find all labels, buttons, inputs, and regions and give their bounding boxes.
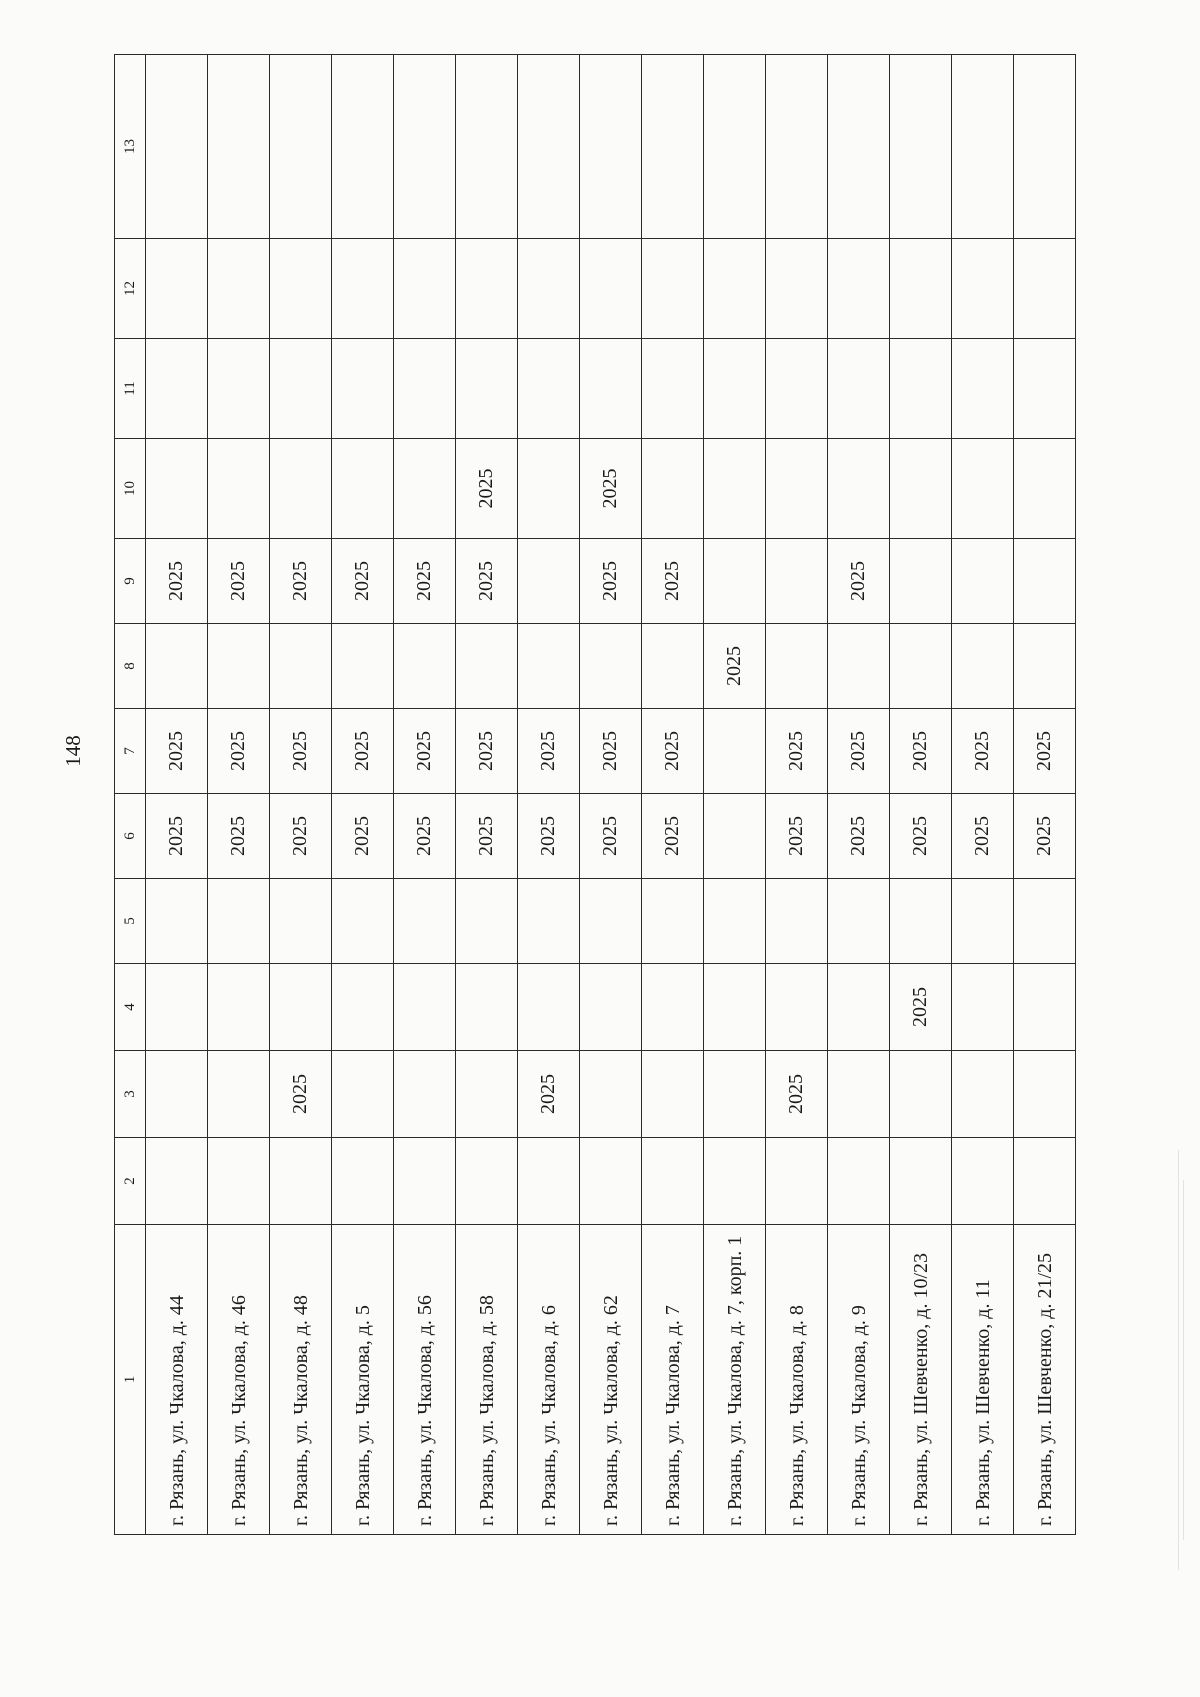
- year-cell: 2025: [456, 794, 518, 879]
- year-cell: [518, 439, 580, 539]
- year-cell: [332, 1138, 394, 1225]
- year-cell: [332, 439, 394, 539]
- year-cell: [642, 879, 704, 964]
- year-cell: [704, 339, 766, 439]
- year-cell: 2025: [208, 709, 270, 794]
- year-cell: 2025: [828, 709, 890, 794]
- year-cell: [456, 879, 518, 964]
- year-cell: 2025: [146, 539, 208, 624]
- column-number-cell: 4: [115, 964, 146, 1051]
- year-cell: [1014, 239, 1076, 339]
- year-cell: [394, 339, 456, 439]
- year-cell: [146, 55, 208, 239]
- year-cell: [766, 339, 828, 439]
- column-number-cell: 5: [115, 879, 146, 964]
- year-cell: [1014, 624, 1076, 709]
- column-number-cell: 8: [115, 624, 146, 709]
- year-cell: [890, 55, 952, 239]
- year-cell: [952, 879, 1014, 964]
- year-cell: [394, 964, 456, 1051]
- address-cell: г. Рязань, ул. Чкалова, д. 6: [518, 1225, 580, 1535]
- year-cell: [890, 339, 952, 439]
- year-cell: [394, 1138, 456, 1225]
- year-cell: [208, 624, 270, 709]
- year-cell: 2025: [394, 709, 456, 794]
- year-cell: [332, 879, 394, 964]
- year-cell: [704, 964, 766, 1051]
- year-cell: [208, 1051, 270, 1138]
- year-cell: [580, 879, 642, 964]
- year-cell: [1014, 1051, 1076, 1138]
- address-cell: г. Рязань, ул. Чкалова, д. 62: [580, 1225, 642, 1535]
- table-row: [828, 55, 890, 1535]
- year-cell: [704, 709, 766, 794]
- year-cell: [394, 1051, 456, 1138]
- year-cell: [952, 624, 1014, 709]
- year-cell: [270, 55, 332, 239]
- year-cell: 2025: [580, 439, 642, 539]
- year-cell: 2025: [208, 539, 270, 624]
- year-cell: [704, 794, 766, 879]
- year-cell: 2025: [642, 539, 704, 624]
- year-cell: [828, 55, 890, 239]
- year-cell: [952, 439, 1014, 539]
- schedule-table: [114, 54, 1076, 1535]
- year-cell: [952, 539, 1014, 624]
- year-cell: [518, 624, 580, 709]
- year-cell: [518, 339, 580, 439]
- table-row: [766, 55, 828, 1535]
- year-cell: [146, 879, 208, 964]
- year-cell: [766, 239, 828, 339]
- year-cell: [580, 239, 642, 339]
- year-cell: 2025: [518, 794, 580, 879]
- address-cell: г. Рязань, ул. Чкалова, д. 8: [766, 1225, 828, 1535]
- year-cell: 2025: [332, 709, 394, 794]
- year-cell: [828, 439, 890, 539]
- year-cell: [642, 55, 704, 239]
- year-cell: [766, 964, 828, 1051]
- year-cell: [456, 339, 518, 439]
- year-cell: 2025: [952, 794, 1014, 879]
- year-cell: [828, 879, 890, 964]
- year-cell: [394, 55, 456, 239]
- year-cell: 2025: [890, 709, 952, 794]
- year-cell: [642, 1138, 704, 1225]
- table-row: [456, 55, 518, 1535]
- year-cell: 2025: [828, 539, 890, 624]
- year-cell: [146, 1138, 208, 1225]
- year-cell: [270, 439, 332, 539]
- year-cell: 2025: [270, 709, 332, 794]
- year-cell: [580, 55, 642, 239]
- address-cell: г. Рязань, ул. Чкалова, д. 58: [456, 1225, 518, 1535]
- year-cell: [394, 439, 456, 539]
- year-cell: 2025: [456, 709, 518, 794]
- year-cell: [828, 1138, 890, 1225]
- table-row: [270, 55, 332, 1535]
- year-cell: 2025: [952, 709, 1014, 794]
- year-cell: [890, 239, 952, 339]
- year-cell: [208, 879, 270, 964]
- year-cell: [456, 1051, 518, 1138]
- address-cell: г. Рязань, ул. Чкалова, д. 9: [828, 1225, 890, 1535]
- table-row: [394, 55, 456, 1535]
- year-cell: [208, 55, 270, 239]
- table-row: [580, 55, 642, 1535]
- year-cell: [952, 1138, 1014, 1225]
- column-number-cell: 6: [115, 794, 146, 879]
- year-cell: [332, 55, 394, 239]
- address-cell: г. Рязань, ул. Шевченко, д. 10/23: [890, 1225, 952, 1535]
- year-cell: [580, 1138, 642, 1225]
- year-cell: [518, 539, 580, 624]
- table-row: [332, 55, 394, 1535]
- year-cell: 2025: [766, 794, 828, 879]
- table-row: [890, 55, 952, 1535]
- year-cell: [580, 1051, 642, 1138]
- year-cell: [1014, 339, 1076, 439]
- year-cell: 2025: [828, 794, 890, 879]
- year-cell: 2025: [394, 539, 456, 624]
- address-cell: г. Рязань, ул. Чкалова, д. 46: [208, 1225, 270, 1535]
- year-cell: 2025: [146, 794, 208, 879]
- year-cell: [518, 239, 580, 339]
- year-cell: [704, 1138, 766, 1225]
- address-cell: г. Рязань, ул. Шевченко, д. 21/25: [1014, 1225, 1076, 1535]
- year-cell: [456, 55, 518, 239]
- year-cell: [1014, 964, 1076, 1051]
- year-cell: [952, 1051, 1014, 1138]
- year-cell: [890, 1138, 952, 1225]
- year-cell: [270, 339, 332, 439]
- address-cell: г. Рязань, ул. Чкалова, д. 7: [642, 1225, 704, 1535]
- year-cell: [394, 239, 456, 339]
- column-number-cell: 9: [115, 539, 146, 624]
- page-number: 148: [61, 735, 85, 767]
- scan-edge-mark: [1178, 1150, 1179, 1570]
- year-cell: [890, 624, 952, 709]
- year-cell: [704, 439, 766, 539]
- year-cell: [766, 55, 828, 239]
- year-cell: 2025: [456, 439, 518, 539]
- year-cell: 2025: [642, 709, 704, 794]
- column-number-cell: 3: [115, 1051, 146, 1138]
- year-cell: [1014, 1138, 1076, 1225]
- year-cell: [766, 879, 828, 964]
- year-cell: [952, 964, 1014, 1051]
- column-number-cell: 13: [115, 55, 146, 239]
- year-cell: 2025: [208, 794, 270, 879]
- year-cell: [146, 1051, 208, 1138]
- year-cell: 2025: [642, 794, 704, 879]
- table-row: [1014, 55, 1076, 1535]
- year-cell: [270, 964, 332, 1051]
- scan-edge-mark: [1183, 1180, 1184, 1540]
- year-cell: [642, 339, 704, 439]
- table-row: [146, 55, 208, 1535]
- year-cell: [1014, 879, 1076, 964]
- year-cell: [580, 964, 642, 1051]
- year-cell: [1014, 439, 1076, 539]
- rotated-table-sheet: [114, 55, 1072, 1535]
- year-cell: [642, 624, 704, 709]
- year-cell: [270, 239, 332, 339]
- year-cell: [952, 339, 1014, 439]
- year-cell: [766, 539, 828, 624]
- year-cell: [766, 1138, 828, 1225]
- table-row: [952, 55, 1014, 1535]
- year-cell: [1014, 55, 1076, 239]
- year-cell: [332, 624, 394, 709]
- year-cell: [270, 879, 332, 964]
- year-cell: 2025: [890, 964, 952, 1051]
- column-number-cell: 1: [115, 1225, 146, 1535]
- column-number-cell: 12: [115, 239, 146, 339]
- year-cell: [642, 964, 704, 1051]
- year-cell: [580, 339, 642, 439]
- address-cell: г. Рязань, ул. Чкалова, д. 5: [332, 1225, 394, 1535]
- year-cell: [270, 624, 332, 709]
- year-cell: 2025: [146, 709, 208, 794]
- year-cell: 2025: [394, 794, 456, 879]
- year-cell: [518, 964, 580, 1051]
- table-row: [704, 55, 766, 1535]
- year-cell: [828, 339, 890, 439]
- year-cell: [394, 879, 456, 964]
- year-cell: [704, 539, 766, 624]
- year-cell: [580, 624, 642, 709]
- column-number-cell: 11: [115, 339, 146, 439]
- address-cell: г. Рязань, ул. Чкалова, д. 44: [146, 1225, 208, 1535]
- year-cell: 2025: [580, 709, 642, 794]
- year-cell: 2025: [1014, 794, 1076, 879]
- year-cell: 2025: [270, 539, 332, 624]
- year-cell: [828, 624, 890, 709]
- year-cell: [642, 439, 704, 539]
- year-cell: [208, 964, 270, 1051]
- year-cell: [952, 55, 1014, 239]
- year-cell: [146, 964, 208, 1051]
- year-cell: [146, 239, 208, 339]
- year-cell: 2025: [1014, 709, 1076, 794]
- year-cell: 2025: [518, 1051, 580, 1138]
- year-cell: [208, 339, 270, 439]
- column-number-row: [115, 55, 146, 1535]
- year-cell: [704, 879, 766, 964]
- year-cell: [828, 964, 890, 1051]
- column-number-cell: 10: [115, 439, 146, 539]
- year-cell: [456, 624, 518, 709]
- year-cell: 2025: [766, 1051, 828, 1138]
- year-cell: [456, 964, 518, 1051]
- year-cell: 2025: [332, 539, 394, 624]
- address-cell: г. Рязань, ул. Чкалова, д. 48: [270, 1225, 332, 1535]
- year-cell: [332, 964, 394, 1051]
- year-cell: 2025: [704, 624, 766, 709]
- year-cell: [766, 439, 828, 539]
- year-cell: [704, 1051, 766, 1138]
- year-cell: 2025: [270, 1051, 332, 1138]
- year-cell: 2025: [766, 709, 828, 794]
- year-cell: [208, 239, 270, 339]
- year-cell: 2025: [270, 794, 332, 879]
- year-cell: 2025: [518, 709, 580, 794]
- year-cell: [1014, 539, 1076, 624]
- address-cell: г. Рязань, ул. Чкалова, д. 7, корп. 1: [704, 1225, 766, 1535]
- address-cell: г. Рязань, ул. Чкалова, д. 56: [394, 1225, 456, 1535]
- year-cell: [146, 339, 208, 439]
- year-cell: [642, 1051, 704, 1138]
- year-cell: 2025: [456, 539, 518, 624]
- year-cell: [952, 239, 1014, 339]
- year-cell: [704, 239, 766, 339]
- year-cell: [890, 1051, 952, 1138]
- year-cell: [332, 1051, 394, 1138]
- year-cell: [518, 55, 580, 239]
- table-row: [518, 55, 580, 1535]
- year-cell: [146, 624, 208, 709]
- year-cell: [828, 1051, 890, 1138]
- year-cell: [890, 439, 952, 539]
- year-cell: [518, 1138, 580, 1225]
- year-cell: [208, 1138, 270, 1225]
- year-cell: [766, 624, 828, 709]
- year-cell: [332, 339, 394, 439]
- year-cell: [828, 239, 890, 339]
- year-cell: 2025: [580, 539, 642, 624]
- year-cell: [890, 539, 952, 624]
- year-cell: [890, 879, 952, 964]
- year-cell: [456, 239, 518, 339]
- year-cell: [394, 624, 456, 709]
- year-cell: [518, 879, 580, 964]
- year-cell: [332, 239, 394, 339]
- address-cell: г. Рязань, ул. Шевченко, д. 11: [952, 1225, 1014, 1535]
- table-row: [208, 55, 270, 1535]
- year-cell: 2025: [580, 794, 642, 879]
- year-cell: [208, 439, 270, 539]
- table-row: [642, 55, 704, 1535]
- year-cell: 2025: [890, 794, 952, 879]
- year-cell: [146, 439, 208, 539]
- column-number-cell: 7: [115, 709, 146, 794]
- year-cell: [704, 55, 766, 239]
- year-cell: [642, 239, 704, 339]
- column-number-cell: 2: [115, 1138, 146, 1225]
- year-cell: [270, 1138, 332, 1225]
- year-cell: 2025: [332, 794, 394, 879]
- year-cell: [456, 1138, 518, 1225]
